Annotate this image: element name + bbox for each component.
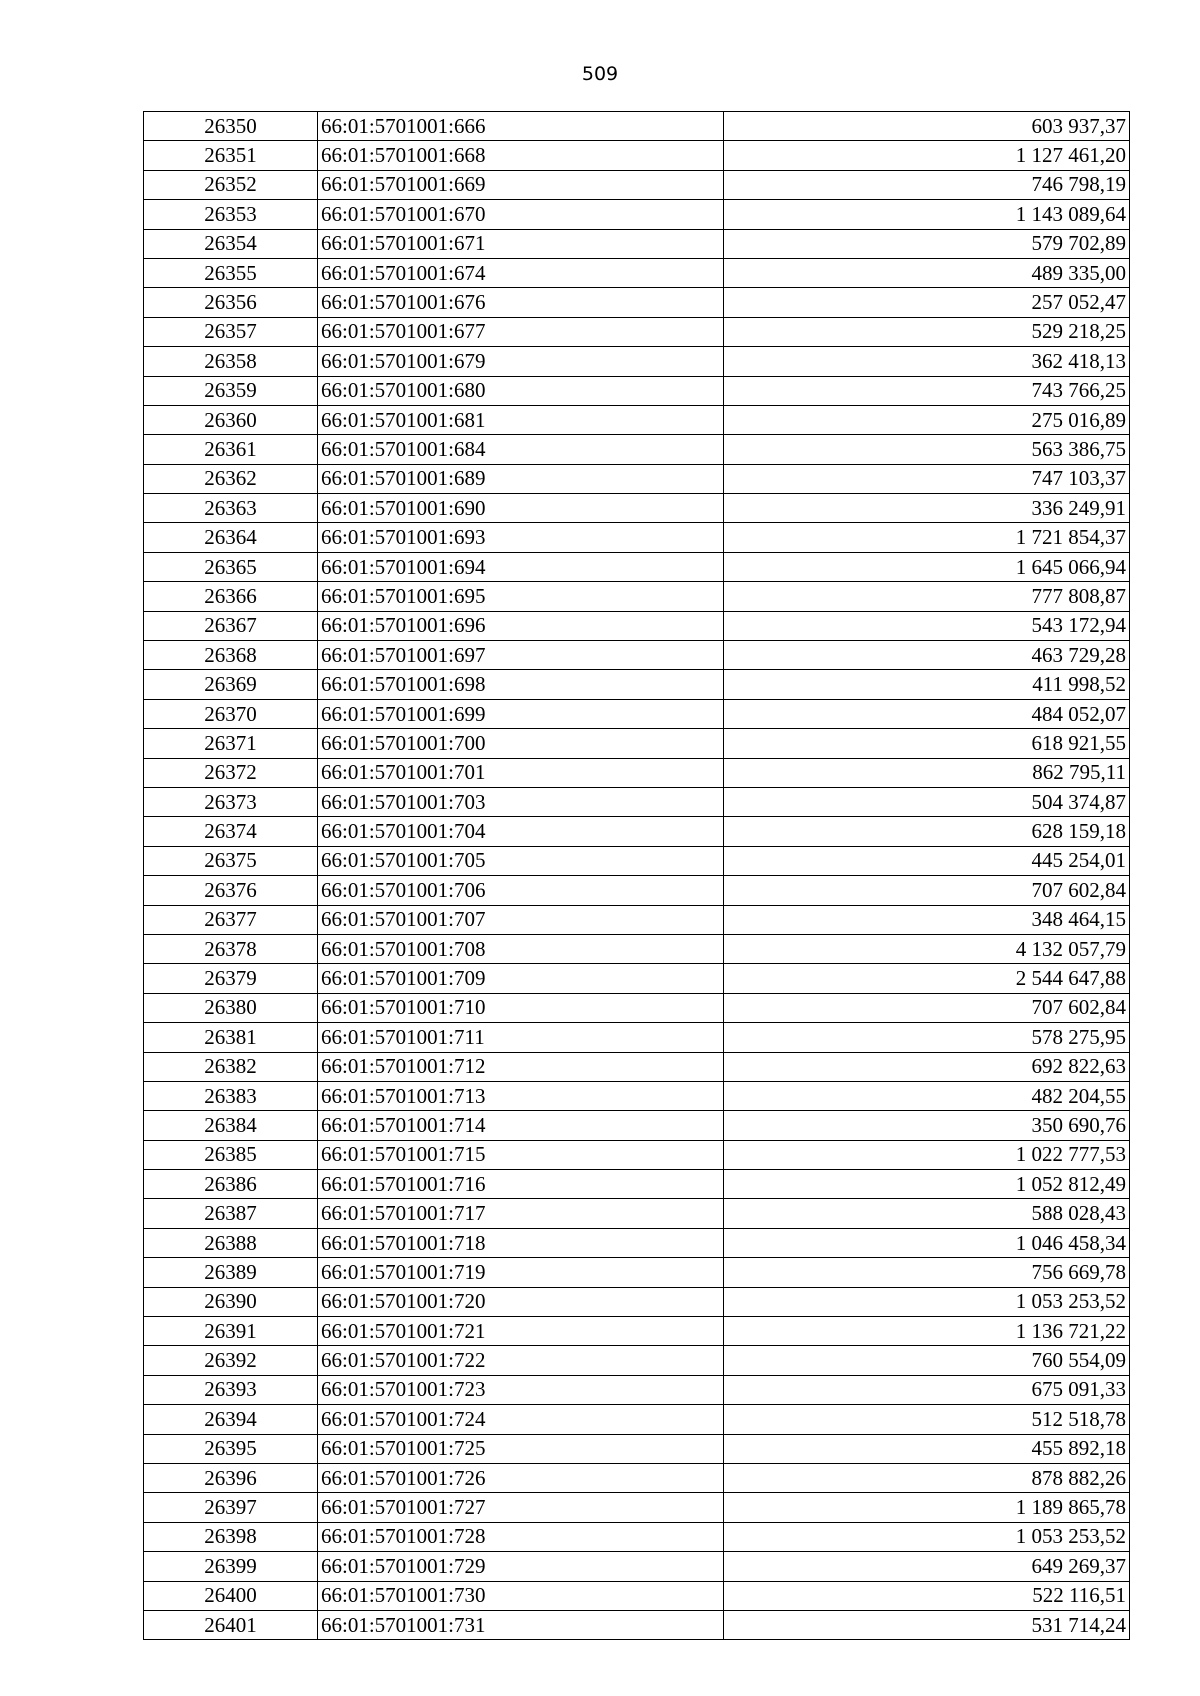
- table-row: [144, 729, 1130, 758]
- cadastral-value-table: [143, 111, 1130, 1640]
- cadastral-value-cell: 362 418,13: [724, 347, 1130, 376]
- cadastral-number-cell: 66:01:5701001:711: [318, 1023, 724, 1052]
- cadastral-value-cell: 529 218,25: [724, 317, 1130, 346]
- cadastral-number-cell: 66:01:5701001:707: [318, 905, 724, 934]
- cadastral-number-cell: 66:01:5701001:718: [318, 1228, 724, 1257]
- table-row: [144, 1581, 1130, 1610]
- cadastral-value-cell: 504 374,87: [724, 787, 1130, 816]
- cadastral-number-cell: 66:01:5701001:719: [318, 1258, 724, 1287]
- table-row: [144, 758, 1130, 787]
- row-number-cell: 26368: [144, 641, 318, 670]
- cadastral-number-cell: 66:01:5701001:715: [318, 1140, 724, 1169]
- table-row: [144, 1375, 1130, 1404]
- row-number-cell: 26393: [144, 1375, 318, 1404]
- row-number-cell: 26390: [144, 1287, 318, 1316]
- cadastral-number-cell: 66:01:5701001:668: [318, 141, 724, 170]
- table-row: [144, 435, 1130, 464]
- table-row: [144, 1317, 1130, 1346]
- table-row: [144, 494, 1130, 523]
- cadastral-number-cell: 66:01:5701001:676: [318, 288, 724, 317]
- cadastral-value-cell: 1 143 089,64: [724, 200, 1130, 229]
- page-number: 509: [581, 63, 619, 85]
- cadastral-value-cell: 707 602,84: [724, 876, 1130, 905]
- row-number-cell: 26394: [144, 1405, 318, 1434]
- cadastral-value-cell: 878 882,26: [724, 1463, 1130, 1492]
- cadastral-number-cell: 66:01:5701001:712: [318, 1052, 724, 1081]
- cadastral-value-cell: 531 714,24: [724, 1610, 1130, 1639]
- cadastral-number-cell: 66:01:5701001:677: [318, 317, 724, 346]
- row-number-cell: 26384: [144, 1111, 318, 1140]
- table-row: [144, 1610, 1130, 1639]
- cadastral-number-cell: 66:01:5701001:696: [318, 611, 724, 640]
- cadastral-number-cell: 66:01:5701001:716: [318, 1170, 724, 1199]
- table-row: [144, 112, 1130, 141]
- cadastral-number-cell: 66:01:5701001:729: [318, 1552, 724, 1581]
- cadastral-number-cell: 66:01:5701001:689: [318, 464, 724, 493]
- table-row: [144, 1405, 1130, 1434]
- cadastral-number-cell: 66:01:5701001:670: [318, 200, 724, 229]
- cadastral-value-cell: 563 386,75: [724, 435, 1130, 464]
- row-number-cell: 26357: [144, 317, 318, 346]
- table-row: [144, 141, 1130, 170]
- cadastral-number-cell: 66:01:5701001:703: [318, 787, 724, 816]
- cadastral-value-cell: 628 159,18: [724, 817, 1130, 846]
- row-number-cell: 26372: [144, 758, 318, 787]
- row-number-cell: 26354: [144, 229, 318, 258]
- cadastral-value-cell: 1 189 865,78: [724, 1493, 1130, 1522]
- row-number-cell: 26380: [144, 993, 318, 1022]
- cadastral-value-cell: 746 798,19: [724, 170, 1130, 199]
- row-number-cell: 26381: [144, 1023, 318, 1052]
- cadastral-value-cell: 862 795,11: [724, 758, 1130, 787]
- row-number-cell: 26351: [144, 141, 318, 170]
- table-row: [144, 317, 1130, 346]
- cadastral-number-cell: 66:01:5701001:705: [318, 846, 724, 875]
- table-row: [144, 1552, 1130, 1581]
- table-row: [144, 611, 1130, 640]
- row-number-cell: 26375: [144, 846, 318, 875]
- row-number-cell: 26353: [144, 200, 318, 229]
- cadastral-value-cell: 1 022 777,53: [724, 1140, 1130, 1169]
- row-number-cell: 26388: [144, 1228, 318, 1257]
- row-number-cell: 26371: [144, 729, 318, 758]
- cadastral-number-cell: 66:01:5701001:724: [318, 1405, 724, 1434]
- table-row: [144, 993, 1130, 1022]
- row-number-cell: 26370: [144, 699, 318, 728]
- row-number-cell: 26392: [144, 1346, 318, 1375]
- cadastral-value-cell: 1 136 721,22: [724, 1317, 1130, 1346]
- cadastral-number-cell: 66:01:5701001:706: [318, 876, 724, 905]
- table-row: [144, 1228, 1130, 1257]
- row-number-cell: 26369: [144, 670, 318, 699]
- cadastral-number-cell: 66:01:5701001:697: [318, 641, 724, 670]
- cadastral-number-cell: 66:01:5701001:731: [318, 1610, 724, 1639]
- row-number-cell: 26377: [144, 905, 318, 934]
- cadastral-value-cell: 1 721 854,37: [724, 523, 1130, 552]
- cadastral-number-cell: 66:01:5701001:674: [318, 258, 724, 287]
- cadastral-number-cell: 66:01:5701001:725: [318, 1434, 724, 1463]
- table-row: [144, 1434, 1130, 1463]
- cadastral-value-cell: 482 204,55: [724, 1081, 1130, 1110]
- table-row: [144, 934, 1130, 963]
- table-row: [144, 1111, 1130, 1140]
- cadastral-value-cell: 649 269,37: [724, 1552, 1130, 1581]
- cadastral-value-cell: 484 052,07: [724, 699, 1130, 728]
- cadastral-number-cell: 66:01:5701001:726: [318, 1463, 724, 1492]
- table-body: [144, 112, 1130, 1640]
- cadastral-value-cell: 756 669,78: [724, 1258, 1130, 1287]
- row-number-cell: 26365: [144, 552, 318, 581]
- cadastral-value-cell: 1 053 253,52: [724, 1522, 1130, 1551]
- table-row: [144, 787, 1130, 816]
- cadastral-value-cell: 692 822,63: [724, 1052, 1130, 1081]
- cadastral-number-cell: 66:01:5701001:722: [318, 1346, 724, 1375]
- cadastral-value-cell: 707 602,84: [724, 993, 1130, 1022]
- table-row: [144, 1522, 1130, 1551]
- cadastral-number-cell: 66:01:5701001:694: [318, 552, 724, 581]
- table-row: [144, 1081, 1130, 1110]
- row-number-cell: 26355: [144, 258, 318, 287]
- cadastral-value-cell: 4 132 057,79: [724, 934, 1130, 963]
- table-row: [144, 1493, 1130, 1522]
- cadastral-number-cell: 66:01:5701001:690: [318, 494, 724, 523]
- row-number-cell: 26399: [144, 1552, 318, 1581]
- table-row: [144, 846, 1130, 875]
- table-row: [144, 405, 1130, 434]
- cadastral-value-cell: 743 766,25: [724, 376, 1130, 405]
- table-row: [144, 200, 1130, 229]
- table-row: [144, 170, 1130, 199]
- cadastral-value-cell: 1 052 812,49: [724, 1170, 1130, 1199]
- cadastral-value-cell: 336 249,91: [724, 494, 1130, 523]
- table-row: [144, 964, 1130, 993]
- cadastral-value-cell: 463 729,28: [724, 641, 1130, 670]
- row-number-cell: 26386: [144, 1170, 318, 1199]
- table-row: [144, 641, 1130, 670]
- cadastral-value-cell: 348 464,15: [724, 905, 1130, 934]
- cadastral-value-cell: 455 892,18: [724, 1434, 1130, 1463]
- cadastral-number-cell: 66:01:5701001:684: [318, 435, 724, 464]
- table-row: [144, 376, 1130, 405]
- row-number-cell: 26374: [144, 817, 318, 846]
- row-number-cell: 26361: [144, 435, 318, 464]
- table-row: [144, 817, 1130, 846]
- row-number-cell: 26362: [144, 464, 318, 493]
- row-number-cell: 26378: [144, 934, 318, 963]
- cadastral-number-cell: 66:01:5701001:710: [318, 993, 724, 1022]
- cadastral-number-cell: 66:01:5701001:721: [318, 1317, 724, 1346]
- row-number-cell: 26401: [144, 1610, 318, 1639]
- row-number-cell: 26400: [144, 1581, 318, 1610]
- table-row: [144, 670, 1130, 699]
- cadastral-value-cell: 512 518,78: [724, 1405, 1130, 1434]
- table-row: [144, 1346, 1130, 1375]
- cadastral-value-cell: 275 016,89: [724, 405, 1130, 434]
- cadastral-number-cell: 66:01:5701001:681: [318, 405, 724, 434]
- row-number-cell: 26359: [144, 376, 318, 405]
- cadastral-number-cell: 66:01:5701001:699: [318, 699, 724, 728]
- row-number-cell: 26398: [144, 1522, 318, 1551]
- row-number-cell: 26397: [144, 1493, 318, 1522]
- cadastral-value-cell: 1 127 461,20: [724, 141, 1130, 170]
- row-number-cell: 26364: [144, 523, 318, 552]
- row-number-cell: 26366: [144, 582, 318, 611]
- row-number-cell: 26396: [144, 1463, 318, 1492]
- cadastral-value-cell: 618 921,55: [724, 729, 1130, 758]
- cadastral-value-cell: 578 275,95: [724, 1023, 1130, 1052]
- table-row: [144, 229, 1130, 258]
- table-row: [144, 1287, 1130, 1316]
- table-row: [144, 1170, 1130, 1199]
- cadastral-value-cell: 2 544 647,88: [724, 964, 1130, 993]
- cadastral-value-cell: 489 335,00: [724, 258, 1130, 287]
- table-row: [144, 288, 1130, 317]
- row-number-cell: 26373: [144, 787, 318, 816]
- cadastral-number-cell: 66:01:5701001:669: [318, 170, 724, 199]
- cadastral-value-cell: 579 702,89: [724, 229, 1130, 258]
- row-number-cell: 26389: [144, 1258, 318, 1287]
- row-number-cell: 26356: [144, 288, 318, 317]
- cadastral-number-cell: 66:01:5701001:730: [318, 1581, 724, 1610]
- cadastral-number-cell: 66:01:5701001:727: [318, 1493, 724, 1522]
- cadastral-value-cell: 411 998,52: [724, 670, 1130, 699]
- row-number-cell: 26382: [144, 1052, 318, 1081]
- row-number-cell: 26352: [144, 170, 318, 199]
- cadastral-number-cell: 66:01:5701001:695: [318, 582, 724, 611]
- cadastral-value-cell: 675 091,33: [724, 1375, 1130, 1404]
- row-number-cell: 26376: [144, 876, 318, 905]
- cadastral-number-cell: 66:01:5701001:680: [318, 376, 724, 405]
- row-number-cell: 26358: [144, 347, 318, 376]
- cadastral-value-cell: 777 808,87: [724, 582, 1130, 611]
- cadastral-value-cell: 588 028,43: [724, 1199, 1130, 1228]
- row-number-cell: 26395: [144, 1434, 318, 1463]
- cadastral-number-cell: 66:01:5701001:723: [318, 1375, 724, 1404]
- cadastral-number-cell: 66:01:5701001:720: [318, 1287, 724, 1316]
- table-row: [144, 1052, 1130, 1081]
- cadastral-number-cell: 66:01:5701001:713: [318, 1081, 724, 1110]
- cadastral-number-cell: 66:01:5701001:666: [318, 112, 724, 141]
- cadastral-value-cell: 1 645 066,94: [724, 552, 1130, 581]
- cadastral-value-cell: 1 053 253,52: [724, 1287, 1130, 1316]
- cadastral-value-cell: 522 116,51: [724, 1581, 1130, 1610]
- cadastral-value-cell: 603 937,37: [724, 112, 1130, 141]
- row-number-cell: 26391: [144, 1317, 318, 1346]
- row-number-cell: 26379: [144, 964, 318, 993]
- cadastral-value-cell: 350 690,76: [724, 1111, 1130, 1140]
- cadastral-number-cell: 66:01:5701001:693: [318, 523, 724, 552]
- cadastral-number-cell: 66:01:5701001:717: [318, 1199, 724, 1228]
- table-row: [144, 1199, 1130, 1228]
- cadastral-number-cell: 66:01:5701001:671: [318, 229, 724, 258]
- cadastral-number-cell: 66:01:5701001:704: [318, 817, 724, 846]
- table-row: [144, 1258, 1130, 1287]
- cadastral-number-cell: 66:01:5701001:714: [318, 1111, 724, 1140]
- table-row: [144, 464, 1130, 493]
- table-row: [144, 905, 1130, 934]
- table-row: [144, 523, 1130, 552]
- cadastral-number-cell: 66:01:5701001:679: [318, 347, 724, 376]
- table-row: [144, 552, 1130, 581]
- row-number-cell: 26363: [144, 494, 318, 523]
- cadastral-number-cell: 66:01:5701001:700: [318, 729, 724, 758]
- cadastral-number-cell: 66:01:5701001:701: [318, 758, 724, 787]
- cadastral-number-cell: 66:01:5701001:698: [318, 670, 724, 699]
- cadastral-number-cell: 66:01:5701001:708: [318, 934, 724, 963]
- row-number-cell: 26385: [144, 1140, 318, 1169]
- table-row: [144, 1140, 1130, 1169]
- table-row: [144, 1023, 1130, 1052]
- table-row: [144, 1463, 1130, 1492]
- table-row: [144, 876, 1130, 905]
- cadastral-value-cell: 1 046 458,34: [724, 1228, 1130, 1257]
- table-row: [144, 347, 1130, 376]
- table-row: [144, 582, 1130, 611]
- cadastral-value-cell: 543 172,94: [724, 611, 1130, 640]
- cadastral-number-cell: 66:01:5701001:709: [318, 964, 724, 993]
- row-number-cell: 26360: [144, 405, 318, 434]
- row-number-cell: 26367: [144, 611, 318, 640]
- cadastral-value-cell: 445 254,01: [724, 846, 1130, 875]
- cadastral-value-cell: 257 052,47: [724, 288, 1130, 317]
- cadastral-value-cell: 747 103,37: [724, 464, 1130, 493]
- row-number-cell: 26387: [144, 1199, 318, 1228]
- cadastral-number-cell: 66:01:5701001:728: [318, 1522, 724, 1551]
- row-number-cell: 26350: [144, 112, 318, 141]
- table-row: [144, 699, 1130, 728]
- cadastral-value-cell: 760 554,09: [724, 1346, 1130, 1375]
- row-number-cell: 26383: [144, 1081, 318, 1110]
- table-row: [144, 258, 1130, 287]
